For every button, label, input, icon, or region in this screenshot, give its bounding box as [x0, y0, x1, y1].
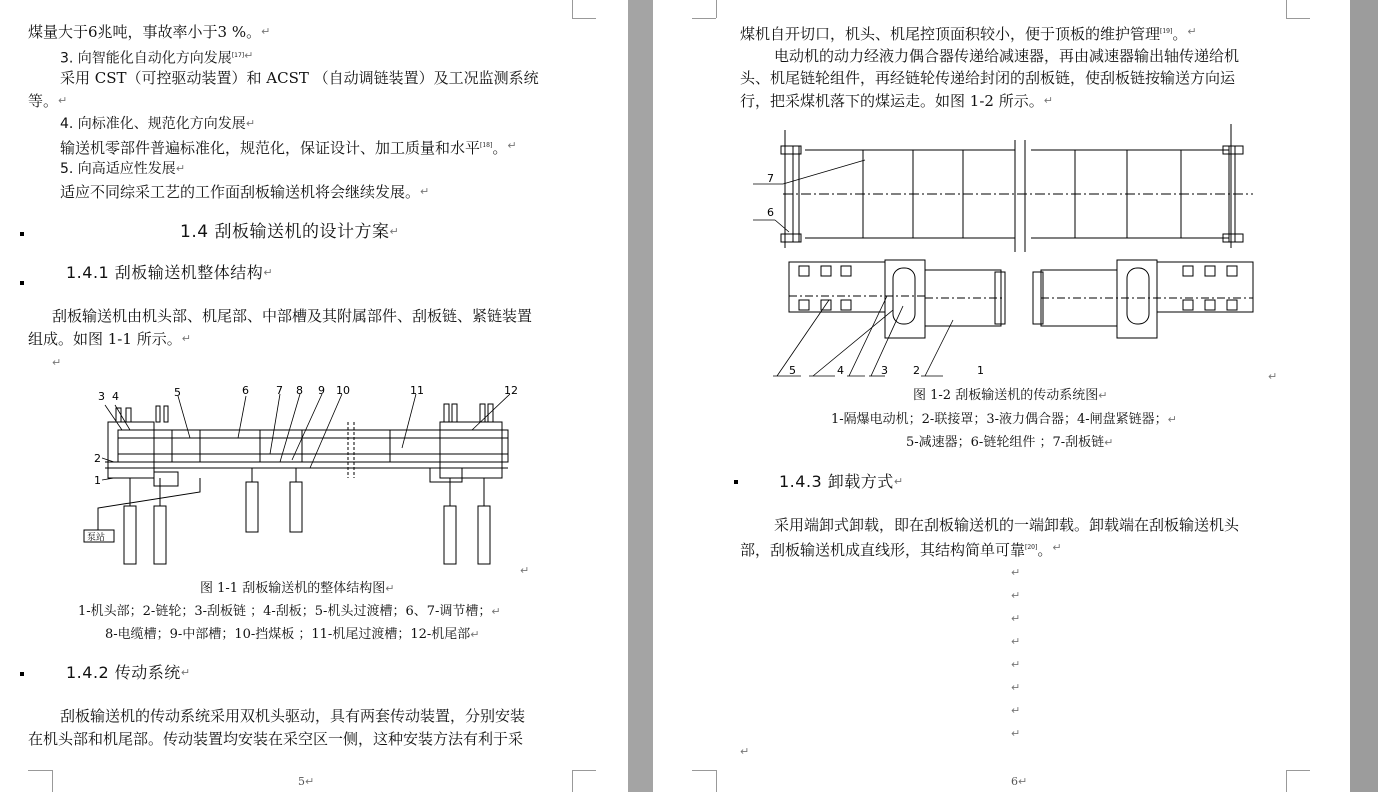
paragraph-bullet — [20, 281, 24, 285]
fig2-label: 5 — [789, 364, 796, 377]
fig1-label: 9 — [318, 384, 325, 397]
body-line: 采用 CST（可控驱动装置）和 ACST （自动调链装置）及工况监测系统 — [60, 69, 539, 87]
fig1-label: 8 — [296, 384, 303, 397]
list-item-heading: 3. 向智能化自动化方向发展[17] ↵ — [60, 49, 254, 67]
paragraph-bullet — [20, 672, 24, 676]
body-line: 等。 ↵ — [28, 92, 68, 110]
figure-1-2-diagram — [753, 120, 1263, 382]
body-line: 电动机的动力经液力偶合器传递给减速器，再由减速器输出轴传递给机 — [774, 47, 1240, 65]
figure-1-1-diagram — [80, 382, 540, 572]
page-number: 5 ↵ — [298, 775, 315, 788]
page-gap — [628, 0, 653, 792]
fig2-label: 4 — [837, 364, 844, 377]
body-line: 刮板输送机由机头部、机尾部、中部槽及其附属部件、刮板链、紧链装置 — [52, 307, 533, 325]
body-line: 煤机自开切口，机头、机尾控顶面积较小，便于顶板的维护管理[19]。 ↵ — [740, 25, 1197, 43]
body-line: 行，把采煤机落下的煤运走。如图 1-2 所示。 ↵ — [740, 92, 1053, 110]
fig1-label: 2 — [94, 452, 101, 465]
fig1-label: 7 — [276, 384, 283, 397]
figure-legend: 1-机头部；2-链轮；3-刮板链 ；4-刮板；5-机头过渡槽；6、7-调节槽； ↵ — [78, 604, 501, 619]
body-line: 头、机尾链轮组件，再经链轮传递给封闭的刮板链，使刮板链按输送方向运 — [740, 69, 1236, 87]
figure-legend: 5-减速器；6-链轮组件 ；7-刮板链 ↵ — [906, 435, 1114, 450]
body-line: 输送机零部件普遍标准化，规范化，保证设计、加工质量和水平[18]。 ↵ — [60, 139, 517, 157]
paragraph-bullet — [20, 232, 24, 236]
body-line: 组成。如图 1-1 所示。 ↵ — [28, 330, 191, 348]
body-line: 煤量大于6兆吨，事故率小于3 %。 ↵ — [28, 23, 271, 41]
section-heading: 1.4 刮板输送机的设计方案 ↵ — [180, 222, 400, 242]
list-item-heading: 5. 向高适应性发展 ↵ — [60, 161, 186, 177]
figure-legend: 8-电缆槽；9-中部槽；10-挡煤板 ；11-机尾过渡槽；12-机尾部 ↵ — [105, 627, 480, 642]
fig2-label: 1 — [977, 364, 984, 377]
body-line: 部，刮板输送机成直线形，其结构简单可靠[20]。 ↵ — [740, 541, 1062, 559]
fig1-label: 10 — [336, 384, 350, 397]
subsection-heading: 1.4.1 刮板输送机整体结构 ↵ — [66, 263, 274, 282]
fig1-label: 3 — [98, 390, 105, 403]
fig1-label: 1 — [94, 474, 101, 487]
fig1-label: 12 — [504, 384, 518, 397]
fig2-label: 6 — [767, 206, 774, 219]
document-page-right[interactable]: 煤机自开切口，机头、机尾控顶面积较小，便于顶板的维护管理[19]。 ↵ 电动机的动力经液力偶合器传递给减速器，再由减速器输出轴传递给机 头、机尾链轮组件，再经链轮传递给封闭的刮板链，使刮板链按输送方向运 行，把采煤机落下的煤运走。如图 1-2 所示。 ↵ 7 6 5 4 3 2 1 ↵ 图 1-2 刮板输送机的传动系统图 ↵ 1-隔爆电动机；2-联接罩；3-液力偶合器；4-闸盘紧链器； ↵ 5-减速器；6-链轮组件 ；7-刮板链 ↵ 1.4.3 卸载方式 ↵ 采用端卸式卸载，即在刮板输送机的一端卸载。卸载端在刮板输送机头 部，刮板输送机成直线形，其结构简单可靠[20]。 ↵ ↵ ↵ ↵ ↵ ↵ ↵ ↵ ↵ ↵ 6 ↵ — [653, 0, 1350, 792]
list-item-heading: 4. 向标准化、规范化方向发展 ↵ — [60, 116, 256, 132]
body-line: 在机头部和机尾部。传动装置均安装在采空区一侧，这种安装方法有利于采 — [28, 730, 524, 748]
paragraph-bullet — [734, 480, 738, 484]
fig1-pump-label: 泵站 — [87, 533, 106, 543]
subsection-heading: 1.4.2 传动系统 ↵ — [66, 663, 191, 682]
fig2-label: 7 — [767, 172, 774, 185]
fig1-label: 6 — [242, 384, 249, 397]
body-line: 适应不同综采工艺的工作面刮板输送机将会继续发展。 ↵ — [60, 183, 430, 201]
fig1-label: 4 — [112, 390, 119, 403]
fig2-label: 2 — [913, 364, 920, 377]
fig2-label: 3 — [881, 364, 888, 377]
fig1-label: 11 — [410, 384, 424, 397]
figure-caption: 图 1-1 刮板输送机的整体结构图 ↵ — [200, 581, 395, 596]
body-line: 刮板输送机的传动系统采用双机头驱动，具有两套传动装置，分别安装 — [60, 707, 526, 725]
figure-legend: 1-隔爆电动机；2-联接罩；3-液力偶合器；4-闸盘紧链器； ↵ — [831, 412, 1177, 427]
figure-caption: 图 1-2 刮板输送机的传动系统图 ↵ — [913, 388, 1108, 403]
subsection-heading: 1.4.3 卸载方式 ↵ — [779, 472, 904, 491]
page-number: 6 ↵ — [1011, 775, 1028, 788]
right-margin-strip — [1350, 0, 1378, 792]
fig1-label: 5 — [174, 386, 181, 399]
document-page-left[interactable]: 煤量大于6兆吨，事故率小于3 %。 ↵ 3. 向智能化自动化方向发展[17] ↵ 采用 CST（可控驱动装置）和 ACST （自动调链装置）及工况监测系统 等。 ↵ 4. 向标准化、规范化方向发展 ↵ 输送机零部件普遍标准化，规范化，保证设计、加工质量和水平[18]。 ↵ 5. 向高适应性发展 ↵ 适应不同综采工艺的工作面刮板输送机将会继续发展。 ↵ 1.4 刮板输送机的设计方案 ↵ 1.4.1 刮板输送机整体结构 ↵ 刮板输送机由机头部、机尾部、中部槽及其附属部件、刮板链、紧链装置 组成。如图 1-1 所示。 ↵ ↵ 3 4 5 6 7 8 9 10 11 12 2 1 泵站 ↵ 图 1-1 刮板输送机的整体结构图 ↵ 1-机头部；2-链轮；3-刮板链 ；4-刮板；5-机头过渡槽；6、7-调节槽； ↵ 8-电缆槽；9-中部槽；10-挡煤板 ；11-机尾过渡槽；12-机尾部 ↵ 1.4.2 传动系统 ↵ 刮板输送机的传动系统采用双机头驱动，具有两套传动装置，分别安装 在机头部和机尾部。传动装置均安装在采空区一侧，这种安装方法有利于采 5 ↵ — [0, 0, 628, 792]
body-line: 采用端卸式卸载，即在刮板输送机的一端卸载。卸载端在刮板输送机头 — [774, 516, 1240, 534]
